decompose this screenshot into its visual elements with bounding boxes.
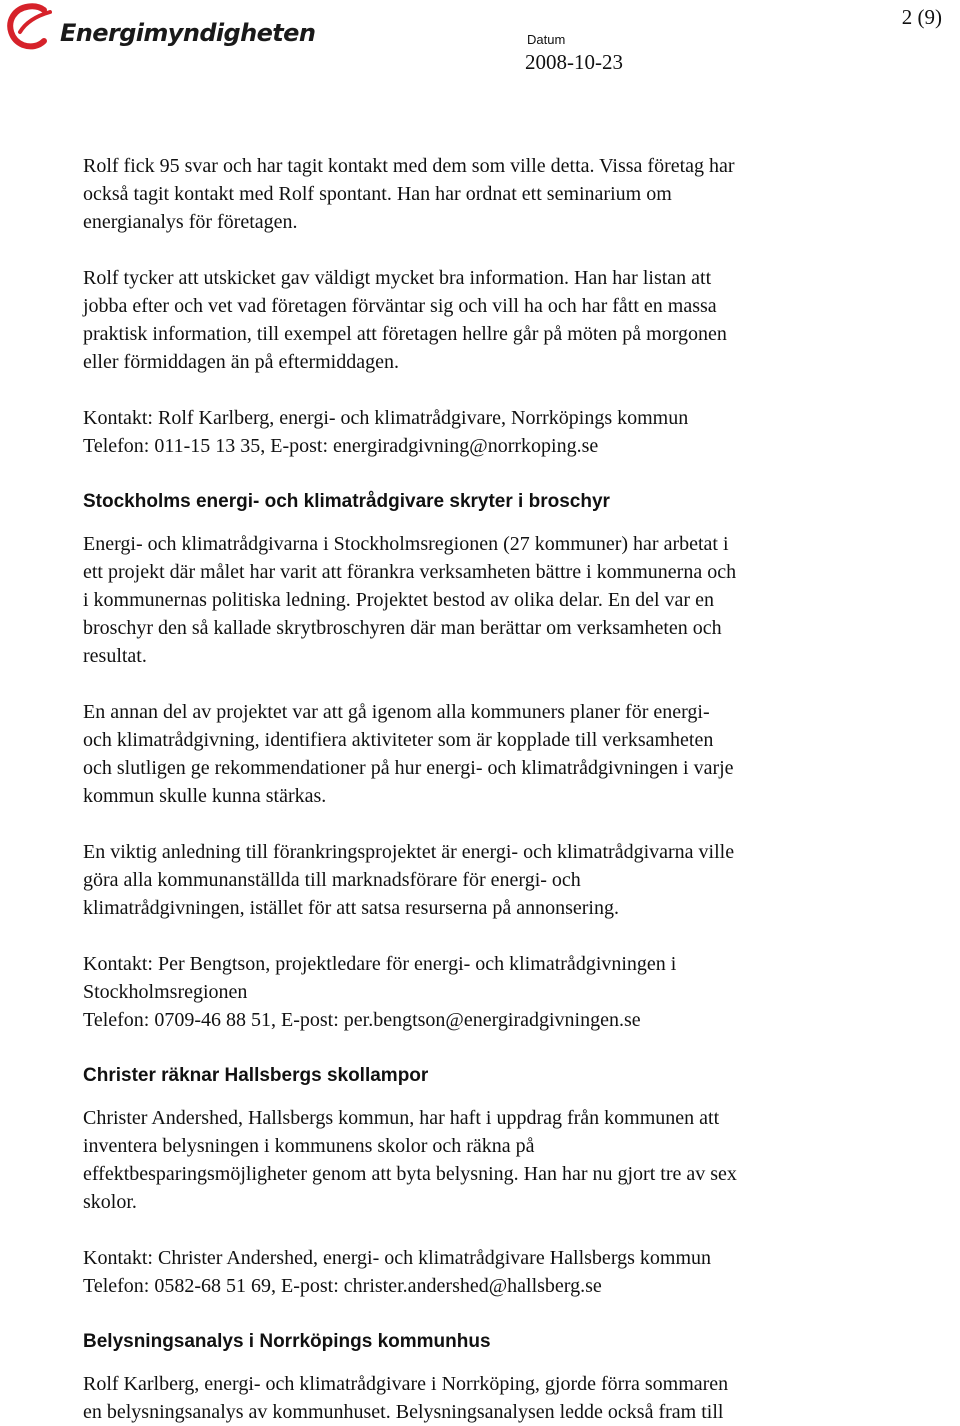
heading-belysningsanalys: Belysningsanalys i Norrköpings kommunhus (83, 1331, 491, 1352)
energimyndigheten-logo (6, 2, 315, 50)
heading-hallsberg-skollampor: Christer räknar Hallsbergs skollampor (83, 1065, 429, 1086)
heading-stockholm-broschyr: Stockholms energi- och klimatrådgivare skryter i broschyr (83, 491, 610, 512)
paragraph-rolf-feedback: Rolf tycker att utskicket gav väldigt mycket bra information. Han har listan att jobba efter och vet vad företagen förväntar sig och vill ha och har fått en massa praktisk information, till exempel att företagen hellre går på möten på morgonen eller förmiddagen än på eftermiddagen. (83, 267, 727, 373)
paragraph-kommuner-planer: En annan del av projektet var att gå igenom alla kommuners planer för energi- och klimatrådgivning, identifiera aktiviteter som är kopplade till verksamheten och slutligen ge rekommendationer på hur energi- och klimatrådgivningen i varje kommun skulle kunna stärkas. (83, 701, 734, 807)
paragraph-christer-inventering: Christer Andershed, Hallsbergs kommun, har haft i uppdrag från kommunen att inventera belysningen i kommunens skolor och räkna på effektbesparingsmöjligheter genom att byta belysning. Han har nu gjort tre av sex skolor. (83, 1107, 737, 1213)
document-body (83, 152, 883, 1426)
contact-christer-andershed: Kontakt: Christer Andershed, energi- och klimatrådgivare Hallsbergs kommun Telefon: 0582-68 51 69, E-post: christer.andershed@hallsberg.se (83, 1247, 712, 1297)
contact-rolf-karlberg: Kontakt: Rolf Karlberg, energi- och klimatrådgivare, Norrköpings kommun Telefon: 011-15 13 35, E-post: energiradgivning@norrkoping.se (83, 407, 689, 457)
contact-per-bengtson: Kontakt: Per Bengtson, projektledare för energi- och klimatrådgivningen i Stockholmsregionen Telefon: 0709-46 88 51, E-post: per.bengtson@energiradgivningen.se (83, 953, 677, 1031)
date-value: 2008-10-23 (525, 50, 623, 74)
paragraph-forankring: En viktig anledning till förankringsprojektet är energi- och klimatrådgivarna ville göra alla kommunanställda till marknadsförare för energi- och klimatrådgivningen, istället för att satsa resurserna på annonsering. (83, 841, 735, 919)
date-label: Datum (527, 32, 566, 47)
paragraph-survey-responses: Rolf fick 95 svar och har tagit kontakt med dem som ville detta. Vissa företag har också tagit kontakt med Rolf spontant. Han har ordnat ett seminarium om energianalys för företagen. (83, 155, 735, 233)
paragraph-stockholm-project: Energi- och klimatrådgivarna i Stockholmsregionen (27 kommuner) har arbetat i ett projekt där målet har varit att förankra verksamheten bättre i kommunerna och i kommunernas politiska ledning. Projektet bestod av olika delar. En del var en broschyr den så kallade skrytbroschyren där man berättar om verksamheten och resultat. (83, 533, 737, 667)
paragraph-belysningsanalys: Rolf Karlberg, energi- och klimatrådgivare i Norrköping, gjorde förra sommaren en belysningsanalys av kommunhuset. Belysningsanalysen ledde också fram till (83, 1373, 729, 1423)
page-number: 2 (9) (901, 5, 942, 29)
logo-swoosh-icon (6, 2, 54, 50)
logo-text: Energimyndigheten (60, 19, 316, 47)
